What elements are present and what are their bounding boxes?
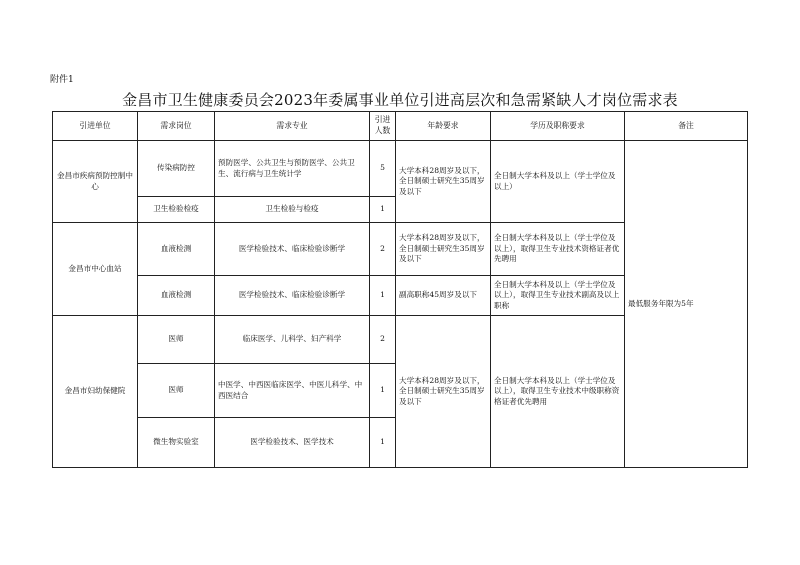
count-cell: 1: [370, 364, 396, 418]
major-cell: 医学检验技术、医学技术: [215, 418, 370, 468]
count-cell: 2: [370, 223, 396, 276]
header-row: [53, 112, 748, 141]
age-cell: 大学本科28周岁及以下，全日制硕士研究生35周岁及以下: [396, 316, 491, 468]
position-cell: 血液检测: [138, 223, 215, 276]
header-count: 引进人数: [370, 112, 396, 141]
header-unit: 引进单位: [53, 112, 138, 141]
remarks-cell: 最低服务年限为5年: [625, 141, 748, 468]
page-title: 金昌市卫生健康委员会2023年委属事业单位引进高层次和急需紧缺人才岗位需求表: [122, 91, 678, 109]
major-cell: 临床医学、儿科学、妇产科学: [215, 316, 370, 364]
header-position: 需求岗位: [138, 112, 215, 141]
position-cell: 微生物实验室: [138, 418, 215, 468]
requirements-table-wrap: [52, 111, 747, 467]
position-cell: 卫生检验检疫: [138, 197, 215, 223]
count-cell: 5: [370, 141, 396, 197]
age-cell: 大学本科28周岁及以下，全日制硕士研究生35周岁及以下: [396, 141, 491, 223]
unit-cell: 金昌市妇幼保健院: [53, 316, 138, 468]
age-cell: 大学本科28周岁及以下，全日制硕士研究生35周岁及以下: [396, 223, 491, 276]
unit-cell: 金昌市疾病预防控制中心: [53, 141, 138, 223]
age-cell: 副高职称45周岁及以下: [396, 276, 491, 316]
position-cell: 传染病防控: [138, 141, 215, 197]
major-cell: 医学检验技术、临床检验诊断学: [215, 276, 370, 316]
header-education: 学历及职称要求: [491, 112, 625, 141]
education-cell: 全日制大学本科及以上（学士学位及以上），取得卫生专业技术副高及以上职称: [491, 276, 625, 316]
education-cell: 全日制大学本科及以上（学士学位及以上）: [491, 141, 625, 223]
major-cell: 医学检验技术、临床检验诊断学: [215, 223, 370, 276]
count-cell: 2: [370, 316, 396, 364]
header-age: 年龄要求: [396, 112, 491, 141]
count-cell: 1: [370, 276, 396, 316]
position-cell: 血液检测: [138, 276, 215, 316]
education-cell: 全日制大学本科及以上（学士学位及以上），取得卫生专业技术中级职称资格证者优先聘用: [491, 316, 625, 468]
header-major: 需求专业: [215, 112, 370, 141]
position-cell: 医师: [138, 364, 215, 418]
header-remarks: 备注: [625, 112, 748, 141]
education-cell: 全日制大学本科及以上（学士学位及以上），取得卫生专业技术资格证者优先聘用: [491, 223, 625, 276]
major-cell: 卫生检验与检疫: [215, 197, 370, 223]
major-cell: 中医学、中西医临床医学、中医儿科学、中西医结合: [215, 364, 370, 418]
count-cell: 1: [370, 197, 396, 223]
major-cell: 预防医学、公共卫生与预防医学、公共卫生、流行病与卫生统计学: [215, 141, 370, 197]
attachment-label: 附件1: [50, 75, 74, 85]
position-cell: 医师: [138, 316, 215, 364]
unit-cell: 金昌市中心血站: [53, 223, 138, 316]
count-cell: 1: [370, 418, 396, 468]
table-row: [53, 141, 748, 197]
requirements-table: [52, 111, 748, 468]
